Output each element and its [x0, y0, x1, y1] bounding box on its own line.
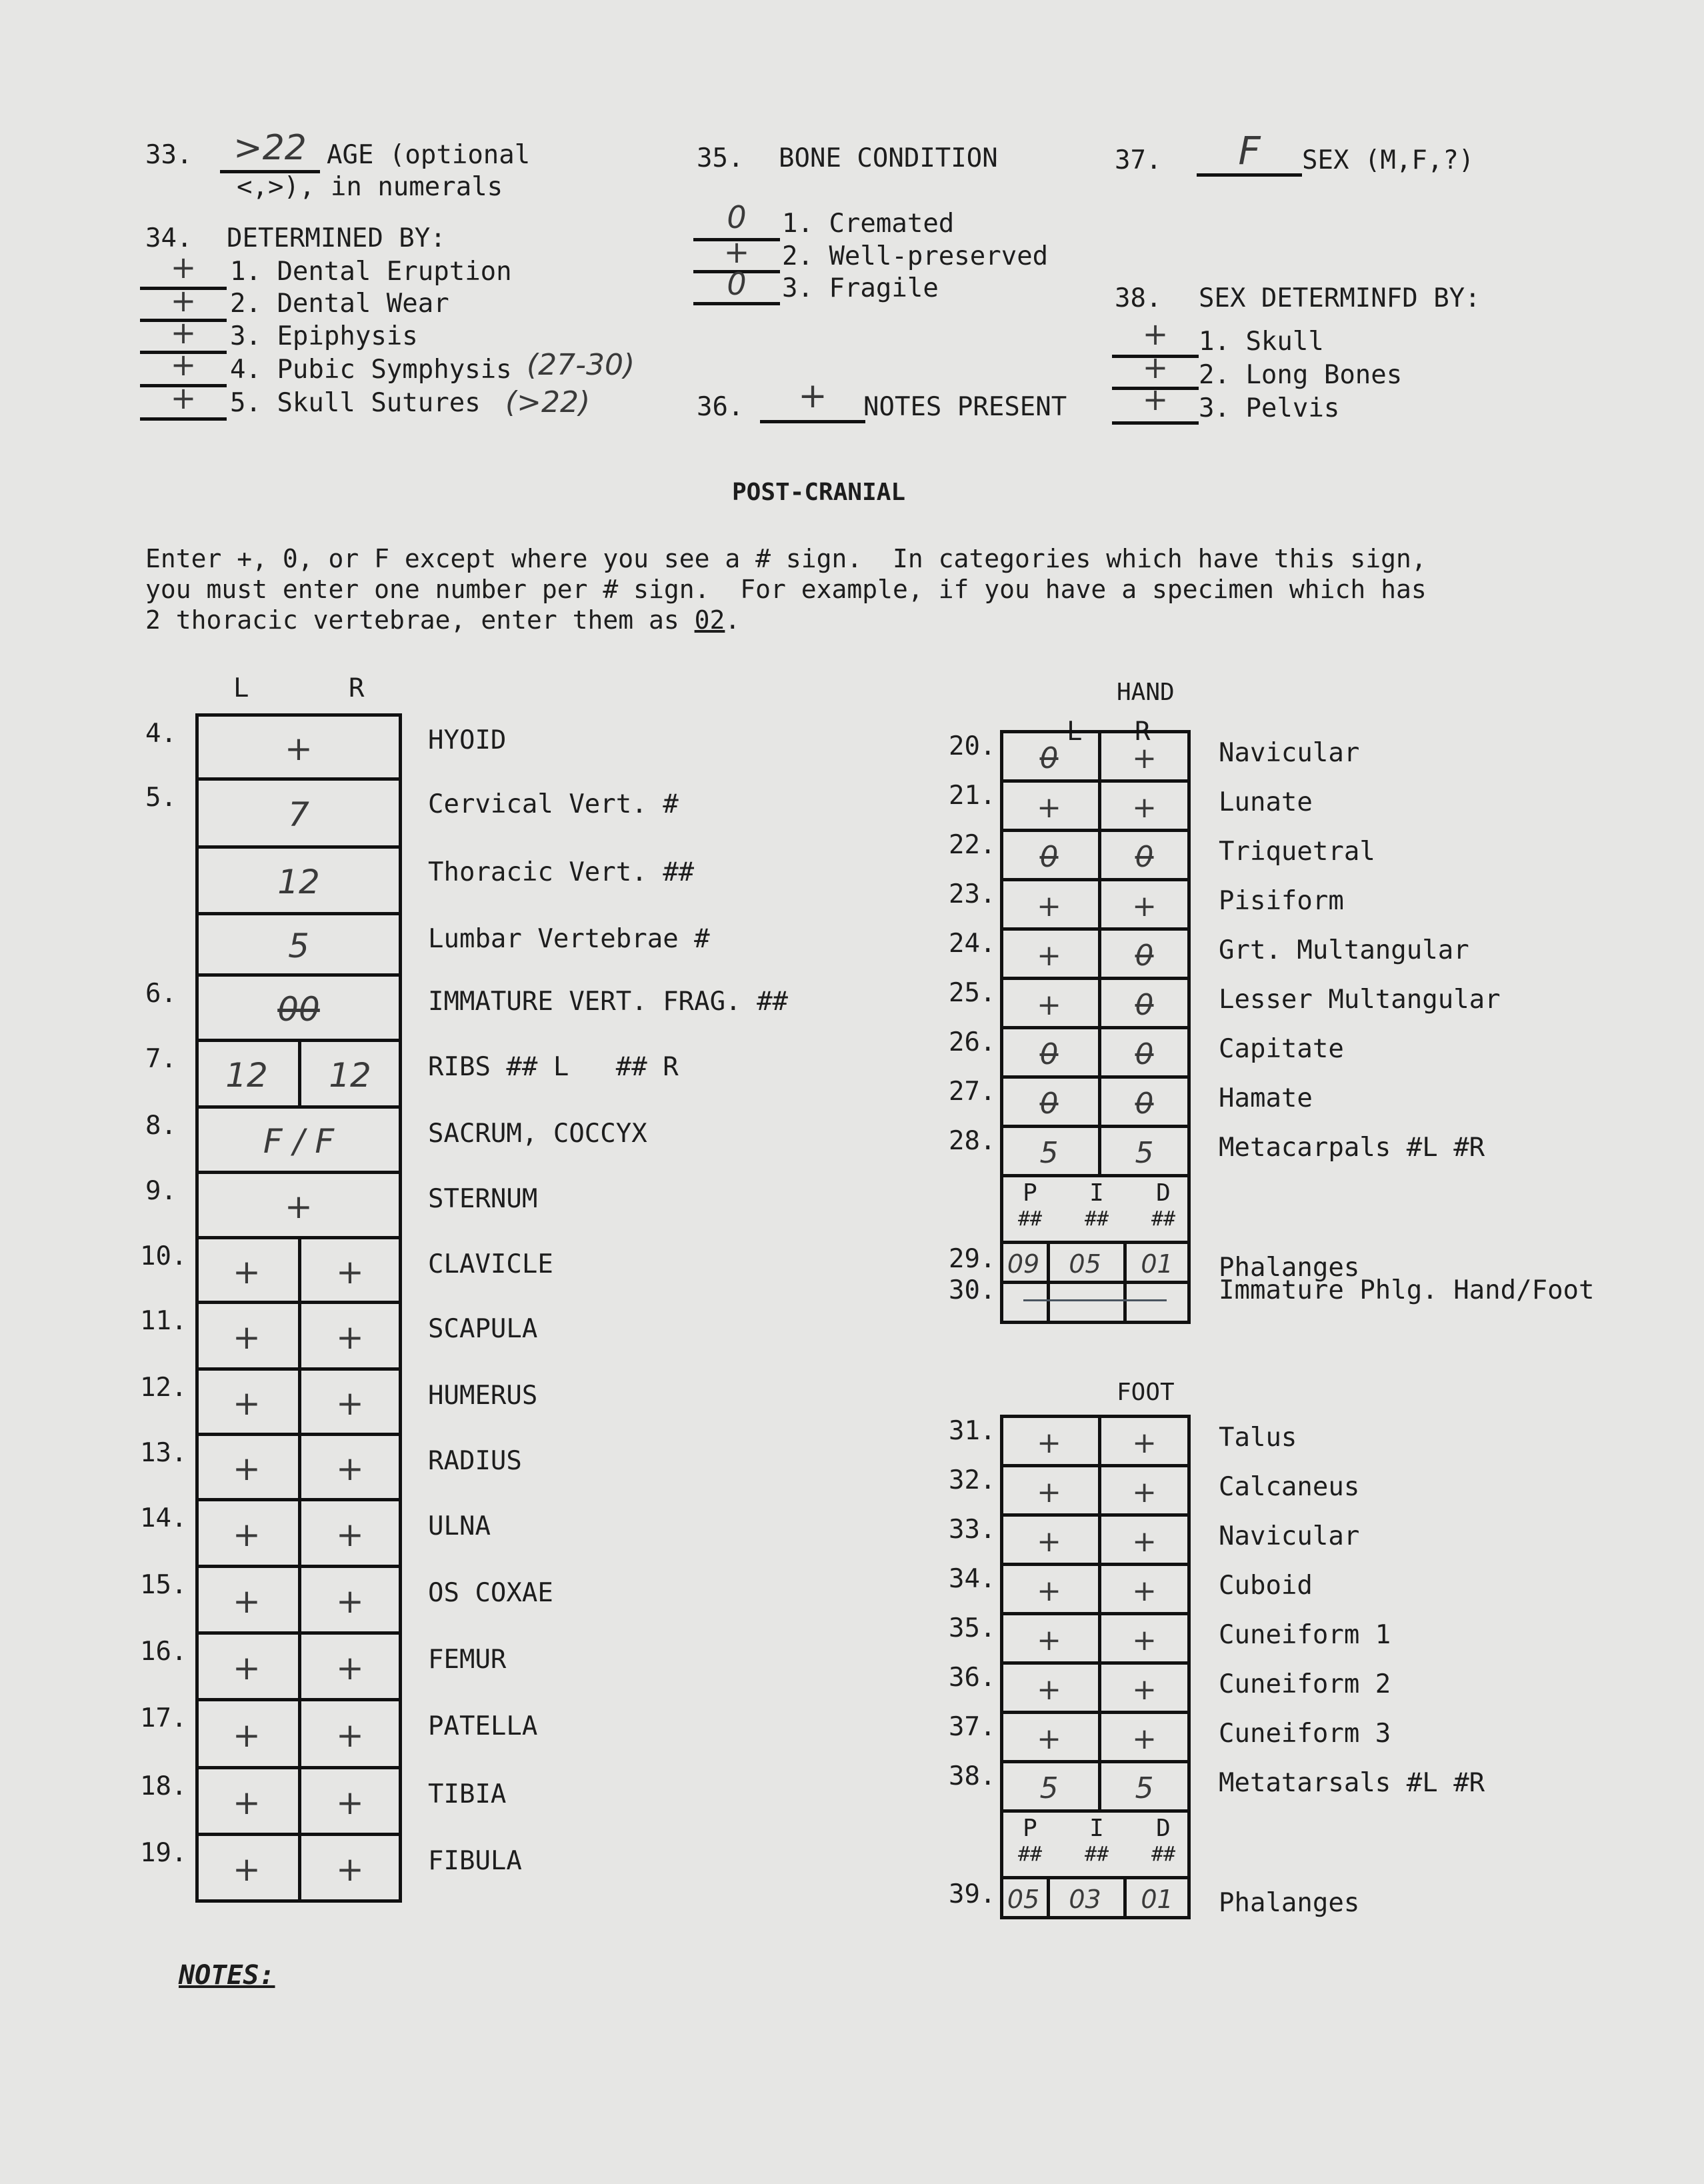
sex-value: F	[1238, 128, 1261, 173]
sex-determined-by-field[interactable]	[1112, 381, 1199, 425]
notes-present-field[interactable]	[760, 376, 865, 423]
mark: +	[1142, 381, 1169, 417]
table-bottom-border	[1000, 1321, 1191, 1324]
determined-by-label: 5. Skull Sutures	[230, 388, 481, 418]
age-label-2: <,>), in numerals	[237, 172, 503, 202]
row-number: 30.	[949, 1275, 996, 1305]
foot-title: FOOT	[1117, 1379, 1175, 1406]
row-number: 17.	[140, 1703, 187, 1733]
row-number: 35.	[949, 1613, 996, 1643]
row-label: PATELLA	[428, 1711, 538, 1741]
left-cell[interactable]: +	[233, 1449, 261, 1488]
left-cell[interactable]: 12	[225, 1056, 268, 1095]
row-label: Phalanges	[1219, 1253, 1360, 1283]
determined-by-label: 2. Dental Wear	[230, 289, 449, 319]
row-label: Lunate	[1219, 787, 1313, 817]
cell-value: 5	[1135, 1771, 1154, 1805]
row-label: Cuneiform 1	[1219, 1620, 1391, 1650]
row-number: 16.	[140, 1637, 187, 1667]
cell-value: 12	[277, 863, 320, 901]
instructions-line-3	[145, 605, 740, 635]
cell-value: +	[1037, 1573, 1061, 1608]
mark: +	[1142, 349, 1169, 385]
distal-cell[interactable]: 01	[1141, 1885, 1173, 1914]
right-cell[interactable]: +	[336, 1318, 364, 1357]
sex-number: 37.	[1115, 145, 1162, 175]
cell-value: 0	[1135, 1086, 1154, 1121]
cell-value: +	[1037, 1672, 1061, 1707]
sex-determined-by-number: 38.	[1115, 283, 1162, 313]
row-number: 24.	[949, 929, 996, 959]
row-label: Cuneiform 2	[1219, 1669, 1391, 1699]
age-label: AGE (optional	[327, 140, 531, 170]
right-cell[interactable]	[1098, 783, 1191, 832]
right-cell[interactable]	[1098, 1615, 1191, 1665]
row-label: SCAPULA	[428, 1314, 538, 1344]
right-cell[interactable]: +	[336, 1850, 364, 1889]
notes-present-number: 36.	[697, 392, 744, 422]
left-cell[interactable]	[1000, 1566, 1098, 1615]
left-cell[interactable]	[1000, 1714, 1098, 1763]
row-number: 12.	[140, 1373, 187, 1403]
right-cell[interactable]	[1098, 832, 1191, 881]
left-cell[interactable]: +	[233, 1582, 261, 1621]
row-number: 4.	[145, 719, 177, 749]
pid-count-mark: ##	[1084, 1843, 1109, 1866]
pid-count-mark: ##	[1151, 1843, 1176, 1866]
right-cell[interactable]: +	[336, 1783, 364, 1822]
row-label: Talus	[1219, 1423, 1297, 1453]
value-cell[interactable]	[195, 781, 402, 849]
row-label: HYOID	[428, 725, 507, 755]
left-cell[interactable]	[1000, 1418, 1098, 1467]
pubic-symphysis-note: (27-30)	[527, 348, 635, 382]
right-cell[interactable]: +	[336, 1716, 364, 1755]
row-label: Lesser Multangular	[1219, 985, 1501, 1015]
left-cell[interactable]: +	[233, 1649, 261, 1687]
row-label: Immature Phlg. Hand/Foot	[1219, 1275, 1595, 1305]
mark: +	[170, 347, 197, 383]
left-cell[interactable]: +	[233, 1783, 261, 1822]
left-cell[interactable]: +	[233, 1384, 261, 1423]
instructions-line-1: Enter +, 0, or F except where you see a # sign. In categories which have this sign,	[145, 544, 1427, 573]
cell-value: 0	[1039, 1086, 1059, 1121]
cell-value: 5	[1135, 1135, 1154, 1170]
sex-label: SEX (M,F,?)	[1302, 145, 1475, 175]
cell-value: +	[1037, 1721, 1061, 1756]
cell-value: 0	[1039, 741, 1059, 775]
row-number: 29.	[949, 1244, 996, 1274]
row-label: OS COXAE	[428, 1578, 553, 1608]
cell-value: +	[1037, 1475, 1061, 1509]
value-cell[interactable]	[195, 1109, 402, 1174]
value-cell[interactable]	[195, 915, 402, 977]
right-cell[interactable]	[1098, 1714, 1191, 1763]
row-number: 36.	[949, 1663, 996, 1693]
mark: +	[723, 234, 750, 270]
cell-value: 7	[288, 795, 309, 834]
intermediate-cell[interactable]: 05	[1069, 1249, 1101, 1279]
row-number: 38.	[949, 1761, 996, 1791]
row-label: FIBULA	[428, 1846, 522, 1876]
row-number: 19.	[140, 1838, 187, 1868]
cell-value: 00	[277, 990, 320, 1029]
right-cell[interactable]	[1098, 1079, 1191, 1128]
right-cell[interactable]	[1098, 1029, 1191, 1079]
bone-condition-number: 35.	[697, 143, 744, 173]
row-divider	[1000, 1174, 1191, 1177]
row-label: Phalanges	[1219, 1888, 1360, 1918]
cell-value: +	[1132, 1425, 1157, 1460]
determined-by-field[interactable]	[140, 380, 227, 421]
row-label: Navicular	[1219, 738, 1360, 768]
right-cell[interactable]: +	[336, 1582, 364, 1621]
row-number: 37.	[949, 1712, 996, 1742]
proximal-cell[interactable]: 09	[1007, 1249, 1040, 1279]
value-cell[interactable]	[195, 977, 402, 1042]
pid-count-mark: ##	[1017, 1207, 1043, 1231]
cell-value: +	[1132, 889, 1157, 923]
cell-value: 0	[1135, 839, 1154, 874]
distal-cell[interactable]: 01	[1141, 1249, 1173, 1279]
row-label: HUMERUS	[428, 1381, 538, 1411]
cell-value: +	[1132, 1573, 1157, 1608]
row-number: 18.	[140, 1771, 187, 1801]
age-number: 33.	[145, 140, 193, 170]
row-number: 5.	[145, 783, 177, 813]
row-number: 20.	[949, 731, 996, 761]
left-cell[interactable]	[1000, 1029, 1098, 1079]
row-number: 9.	[145, 1176, 177, 1206]
row-label: Lumbar Vertebrae #	[428, 924, 710, 954]
left-cell[interactable]	[1000, 832, 1098, 881]
table-bottom-border	[1000, 1916, 1191, 1919]
left-cell[interactable]	[1000, 1615, 1098, 1665]
right-cell[interactable]	[1098, 881, 1191, 931]
row-number: 21.	[949, 781, 996, 811]
value-cell[interactable]	[195, 717, 402, 781]
right-cell[interactable]: +	[336, 1649, 364, 1687]
left-cell[interactable]	[1000, 1517, 1098, 1566]
row-label: Cuneiform 3	[1219, 1719, 1391, 1749]
proximal-cell[interactable]: 05	[1007, 1885, 1040, 1914]
cell-value: 5	[1039, 1771, 1059, 1805]
right-cell[interactable]	[1098, 1467, 1191, 1517]
mark: 0	[727, 266, 747, 302]
row-number: 25.	[949, 978, 996, 1008]
pid-count-mark: ##	[1151, 1207, 1176, 1231]
cell-value: +	[1037, 889, 1061, 923]
axial-col-right: R	[349, 673, 365, 703]
row-number: 11.	[140, 1306, 187, 1336]
right-cell[interactable]: +	[336, 1252, 364, 1291]
cell-value: F / F	[263, 1122, 335, 1161]
cell-value: +	[1132, 741, 1157, 775]
bone-condition-title: BONE CONDITION	[779, 143, 998, 173]
row-number: 23.	[949, 879, 996, 909]
table-bottom-border	[195, 1899, 402, 1903]
left-cell[interactable]	[1000, 783, 1098, 832]
left-cell[interactable]	[1000, 931, 1098, 980]
row-divider	[1000, 1281, 1191, 1284]
left-cell[interactable]: +	[233, 1318, 261, 1357]
row-number: 6.	[145, 979, 177, 1009]
pid-header: D	[1156, 1815, 1171, 1842]
right-cell[interactable]	[1098, 1763, 1191, 1813]
row-number: 32.	[949, 1465, 996, 1495]
row-label: STERNUM	[428, 1184, 538, 1214]
instructions-text: 2 thoracic vertebrae, enter them as	[145, 605, 695, 635]
row-label: FEMUR	[428, 1645, 507, 1675]
pid-count-mark: ##	[1084, 1207, 1109, 1231]
cell-value: 0	[1039, 1037, 1059, 1071]
post-cranial-title: POST-CRANIAL	[732, 479, 906, 506]
sex-determined-by-label: 3. Pelvis	[1199, 393, 1340, 423]
right-cell[interactable]	[1098, 1418, 1191, 1467]
cell-value: 5	[288, 927, 309, 965]
bone-condition-label: 1. Cremated	[782, 209, 955, 239]
pid-count-mark: ##	[1017, 1843, 1043, 1866]
cell-value: +	[1132, 1721, 1157, 1756]
cell-value: +	[285, 729, 313, 768]
pid-header: P	[1023, 1179, 1037, 1207]
left-cell[interactable]	[1000, 881, 1098, 931]
bone-condition-label: 3. Fragile	[782, 273, 939, 303]
cell-value: +	[1037, 987, 1061, 1022]
right-cell[interactable]	[1098, 1665, 1191, 1714]
row-number: 15.	[140, 1570, 187, 1600]
row-label: Triquetral	[1219, 837, 1375, 867]
right-cell[interactable]	[1098, 733, 1191, 783]
row-label: Metacarpals #L #R	[1219, 1133, 1485, 1163]
cell-value: +	[285, 1187, 313, 1226]
cell-value: +	[1037, 790, 1061, 825]
row-number: 8.	[145, 1111, 177, 1141]
pid-header: I	[1089, 1179, 1104, 1207]
row-number: 14.	[140, 1503, 187, 1533]
sex-field[interactable]	[1197, 128, 1302, 177]
left-cell[interactable]: +	[233, 1850, 261, 1889]
cell-value: +	[1132, 1672, 1157, 1707]
row-label: Metatarsals #L #R	[1219, 1768, 1485, 1798]
row-number: 10.	[140, 1241, 187, 1271]
row-label: Cervical Vert. #	[428, 789, 679, 819]
row-label: ULNA	[428, 1511, 491, 1541]
bone-condition-field[interactable]	[693, 266, 780, 305]
row-label: RIBS ## L ## R	[428, 1052, 679, 1082]
row-number: 7.	[145, 1044, 177, 1074]
row-label: TIBIA	[428, 1779, 507, 1809]
left-cell[interactable]	[1000, 1128, 1098, 1177]
bone-condition-label: 2. Well-preserved	[782, 241, 1049, 271]
right-cell[interactable]: +	[336, 1515, 364, 1554]
right-cell[interactable]	[1098, 1128, 1191, 1177]
left-cell[interactable]: +	[233, 1515, 261, 1554]
row-number: 28.	[949, 1126, 996, 1156]
instructions-tail: .	[725, 605, 741, 635]
intermediate-cell[interactable]: 03	[1069, 1885, 1101, 1914]
row-number: 31.	[949, 1416, 996, 1446]
row-label: Navicular	[1219, 1521, 1360, 1551]
left-cell[interactable]	[1000, 980, 1098, 1029]
row-label: Hamate	[1219, 1083, 1313, 1113]
right-cell[interactable]	[1098, 1566, 1191, 1615]
cell-value: +	[1037, 1623, 1061, 1657]
row-label: RADIUS	[428, 1446, 522, 1476]
pid-header: P	[1023, 1815, 1037, 1842]
instructions-line-2: you must enter one number per # sign. For example, if you have a specimen which has	[145, 575, 1427, 604]
cell-value: +	[1037, 1524, 1061, 1559]
row-number: 22.	[949, 830, 996, 860]
right-cell[interactable]: 12	[329, 1056, 371, 1095]
sex-determined-by-title: SEX DETERMINFD BY:	[1199, 283, 1481, 313]
row-number: 33.	[949, 1515, 996, 1545]
row-number: 26.	[949, 1027, 996, 1057]
pid-header: I	[1089, 1815, 1104, 1842]
cell-value: 5	[1039, 1135, 1059, 1170]
sex-determined-by-label: 1. Skull	[1199, 327, 1324, 357]
mark: 0	[727, 199, 747, 235]
cell-value: 0	[1135, 938, 1154, 973]
mark: +	[170, 249, 197, 285]
right-cell[interactable]: +	[336, 1449, 364, 1488]
row-label: Thoracic Vert. ##	[428, 857, 695, 887]
notes-label	[179, 1960, 275, 1991]
sex-determined-by-label: 2. Long Bones	[1199, 360, 1403, 390]
left-cell[interactable]	[1000, 1467, 1098, 1517]
cell-value: 0	[1135, 1037, 1154, 1071]
row-label: CLAVICLE	[428, 1249, 553, 1279]
mark: +	[170, 380, 197, 416]
row-divider	[1000, 1809, 1191, 1813]
mark: +	[170, 283, 197, 319]
axial-col-left: L	[233, 673, 249, 703]
cell-value: +	[1132, 1475, 1157, 1509]
row-number: 34.	[949, 1564, 996, 1594]
left-cell[interactable]: +	[233, 1716, 261, 1755]
determined-by-label: 3. Epiphysis	[230, 321, 418, 351]
row-number: 13.	[140, 1438, 187, 1468]
left-cell[interactable]	[1000, 1079, 1098, 1128]
left-cell[interactable]	[1000, 1665, 1098, 1714]
row-label: Pisiform	[1219, 886, 1344, 916]
instructions-example: 02	[694, 605, 725, 635]
cell-value: +	[1132, 1524, 1157, 1559]
determined-by-label: 1. Dental Eruption	[230, 257, 512, 287]
age-field[interactable]	[220, 128, 320, 173]
value-cell[interactable]	[195, 1174, 402, 1239]
age-value: >22	[233, 128, 307, 168]
cell-value: 0	[1039, 839, 1059, 874]
cell-value: +	[1132, 1623, 1157, 1657]
hand-title: HAND	[1117, 679, 1175, 706]
row-number: 39.	[949, 1879, 996, 1909]
row-label: Grt. Multangular	[1219, 935, 1469, 965]
left-cell[interactable]: +	[233, 1252, 261, 1291]
row-label: IMMATURE VERT. FRAG. ##	[428, 987, 789, 1017]
determined-by-title: DETERMINED BY:	[227, 223, 446, 253]
row-label: Capitate	[1219, 1034, 1344, 1064]
determined-by-number: 34.	[145, 223, 193, 253]
row-label: SACRUM, COCCYX	[428, 1119, 647, 1149]
row-label: Cuboid	[1219, 1571, 1313, 1601]
notes-present-mark: +	[798, 376, 827, 416]
row-number: 27.	[949, 1077, 996, 1107]
cell-value: +	[1037, 1425, 1061, 1460]
right-cell[interactable]	[1098, 1517, 1191, 1566]
cell-value: +	[1132, 790, 1157, 825]
left-cell[interactable]	[1000, 733, 1098, 783]
mark: +	[1142, 316, 1169, 352]
immature-dash-mark[interactable]	[1023, 1299, 1167, 1301]
value-cell[interactable]	[195, 849, 402, 915]
row-label: Calcaneus	[1219, 1472, 1360, 1502]
right-cell[interactable]	[1098, 931, 1191, 980]
notes-present-label: NOTES PRESENT	[863, 392, 1067, 422]
mark: +	[170, 315, 197, 351]
right-cell[interactable]: +	[336, 1384, 364, 1423]
left-cell[interactable]	[1000, 1763, 1098, 1813]
cell-value: 0	[1135, 987, 1154, 1022]
right-cell[interactable]	[1098, 980, 1191, 1029]
skull-sutures-note: (>22)	[505, 385, 591, 419]
determined-by-label: 4. Pubic Symphysis	[230, 355, 512, 385]
pid-header: D	[1156, 1179, 1171, 1207]
cell-value: +	[1037, 938, 1061, 973]
notes-label-text: NOTES:	[179, 1960, 275, 1991]
